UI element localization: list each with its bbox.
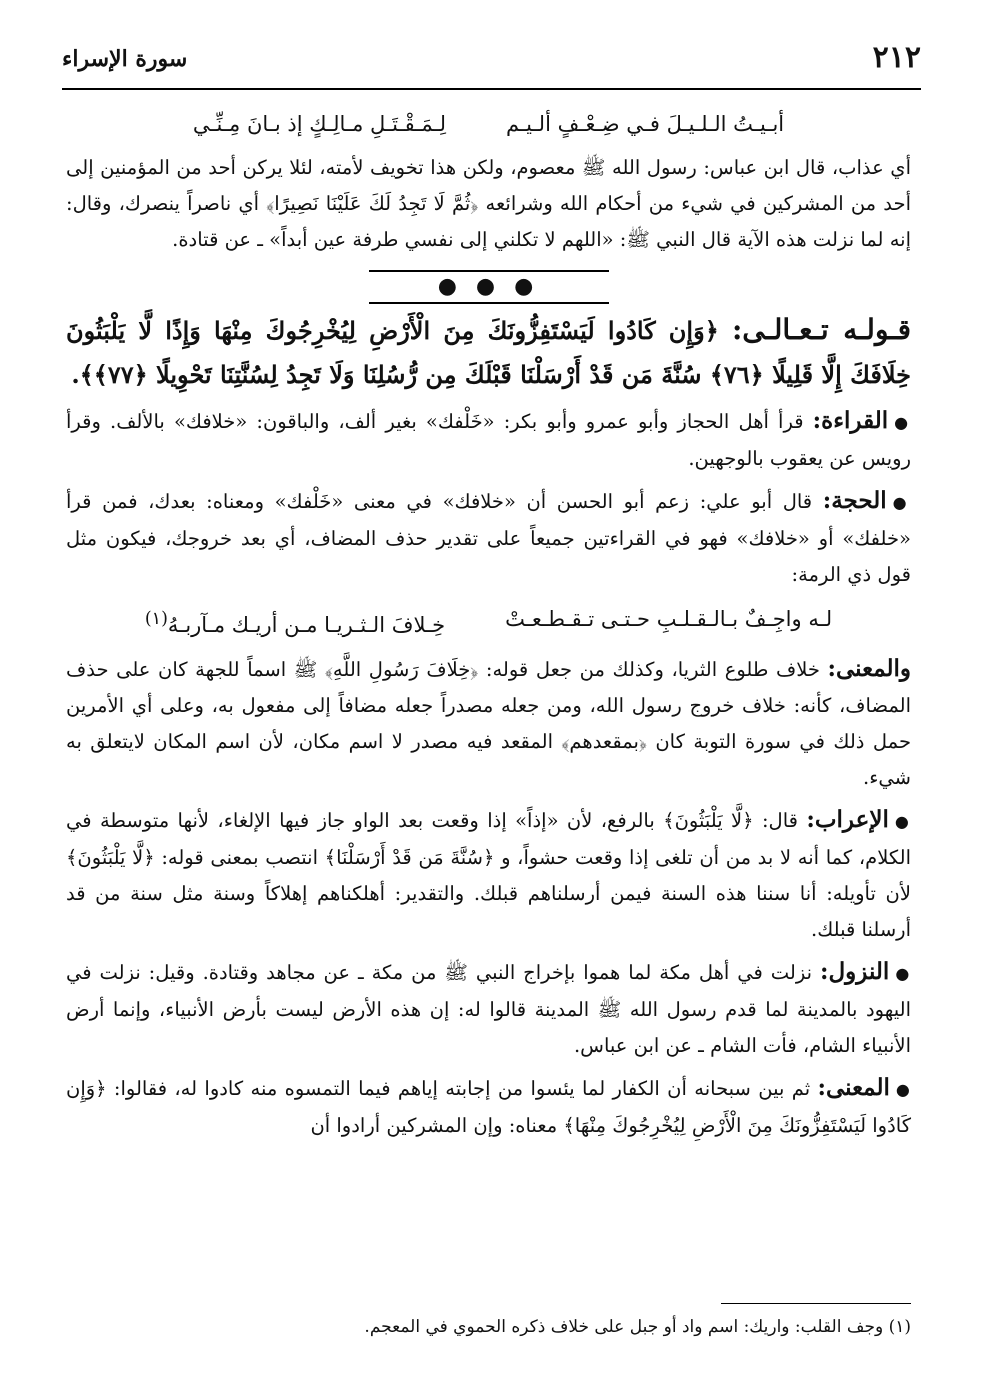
poem-verse-2 xyxy=(66,599,911,645)
footnote-text: وجف القلب: واريك: اسم واد أو جبل على خلاف ذكره الحموي في المعجم. xyxy=(364,1317,884,1337)
bullet-icon: ● xyxy=(894,413,912,432)
separator-bottom-line xyxy=(369,302,609,304)
page-number: ٢١٢ xyxy=(872,40,921,75)
footnote-number: (١) xyxy=(888,1317,911,1337)
section-label: الإعراب: xyxy=(806,806,889,833)
separator-dots: ● ● ● xyxy=(437,274,540,299)
ayah-text: ﴿وَإِن كَادُوا لَيَسْتَفِزُّونَكَ مِنَ الْأَرْضِ لِيُخْرِجُوكَ مِنْهَا وَإِذًا لَّا يَلْبَثُونَ خِلَافَكَ إِلَّا قَلِيلًا ﴿٧٦﴾ سُنَّةَ مَن قَدْ أَرْسَلْنَا قَبْلَكَ مِن رُّسُلِنَا وَلَا تَجِدُ لِسُنَّتِنَا تَحْوِيلًا ﴿٧٧﴾﴾. xyxy=(66,316,911,389)
poem-hemistich-right: لـه واجِـفٌ بـالـقـلـبِ حـتـى تـقـطـعـتْ xyxy=(505,607,833,631)
page-content xyxy=(66,104,911,1150)
section-separator xyxy=(369,270,609,304)
poem-hemistich-left: لِـمَـقْـتَـلِ مـالِـكٍ إذ بـانَ مِـنِّـي xyxy=(192,112,447,136)
footnote xyxy=(66,1312,911,1342)
section-text: قال أبو علي: زعم أبو الحسن أن «خلافك» في معنى «خَلْفك» ومعناه: بعدك، فمن قرأ «خلفك» أو «خلافك» فهو في القراءتين جميعاً على تقدير حذف المضاف، أي بعد خروجك، فيكون مثل قول ذي الرمة: xyxy=(66,490,911,586)
section-label: النزول: xyxy=(819,958,890,985)
surah-name: سورة الإسراء xyxy=(62,46,188,72)
poem-hemistich-right: أبـيـتُ الـلـيـلَ فـي ضِـعْـفٍ ألـيـم xyxy=(506,112,785,136)
section-label: المعنى: xyxy=(817,1074,890,1101)
section-maana-2 xyxy=(66,1070,911,1144)
bullet-icon: ● xyxy=(892,493,911,512)
section-nuzul xyxy=(66,954,911,1064)
section-maana-1 xyxy=(66,651,911,796)
section-label: الحجة: xyxy=(822,487,887,514)
section-text: نزلت في أهل مكة لما هموا بإخراج النبي ﷺ من مكة ـ عن مجاهد وقتادة. وقيل: نزلت في اليهود بالمدينة لما قدم رسول الله ﷺ المدينة قالوا له: إن هذه الأرض ليست بأرض الأنبياء، وإنما أرض الأنبياء الشام، فأت الشام ـ عن ابن عباس. xyxy=(66,961,911,1057)
header-divider xyxy=(62,88,921,90)
page-header xyxy=(62,40,921,80)
bullet-icon: ● xyxy=(895,1080,911,1099)
ayah-block xyxy=(66,308,911,397)
ayah-lead: قـولـه تـعـالـى: xyxy=(731,313,912,346)
section-text: قرأ أهل الحجاز وأبو عمرو وأبو بكر: «خَلْفك» بغير ألف، والباقون: «خلافك» بالألف. وقرأ رويس عن يعقوب بالوجهين. xyxy=(66,410,911,470)
section-label: القراءة: xyxy=(812,407,889,434)
footnote-marker: (١) xyxy=(144,609,168,629)
bullet-icon: ● xyxy=(895,964,911,983)
section-text: ثم بين سبحانه أن الكفار لما يئسوا من إجابته إياهم فيما التمسوه منه كادوا له، فقالوا: ﴿وَإِن كَادُوا لَيَسْتَفِزُّونَكَ مِنَ الْأَرْضِ لِيُخْرِجُوكَ مِنْهَا﴾ معناه: وإن المشركين أرادوا أن xyxy=(66,1077,911,1137)
section-hujjah xyxy=(66,483,911,593)
footnote-divider xyxy=(721,1303,911,1304)
section-qiraah xyxy=(66,403,911,477)
section-label: والمعنى: xyxy=(827,655,911,682)
section-text: قال: ﴿لَّا يَلْبَثُونَ﴾ بالرفع، لأن «إذاً» إذا وقعت بعد الواو جاز فيها الإلغاء، لأنها متوسطة في الكلام، كما أنه لا بد من أن تلغى إذا وقعت حشواً، و ﴿سُنَّةَ مَن قَدْ أَرْسَلْنَا﴾ انتصب بمعنى قوله: ﴿لَّا يَلْبَثُونَ﴾ لأن تأويله: أنا سننا هذه السنة فيمن أرسلناهم قبلك. والتقدير: أهلكناهم إهلاكاً وسنة مثل سنة من قد أرسلنا قبلك. xyxy=(66,809,911,941)
ayah-paragraph xyxy=(66,308,911,397)
poem-verse-1 xyxy=(66,104,911,144)
section-text: خلاف طلوع الثريا، وكذلك من جعل قوله: ﴿خِلَافَ رَسُولِ اللَّهِ﴾ ﷺ اسماً للجهة كان على حذف المضاف، كأنه: خلاف خروج رسول الله، ومن جعله مصدراً جعله مضافاً إلى مفعول به، وعلى أي الأمرين حمل ذلك في سورة التوبة كان ﴿بمقعدهم﴾ المقعد فيه مصدر لا اسم مكان، لأن اسم المكان لايتعلق به شيء. xyxy=(66,658,911,789)
poem-hemistich-left: خِـلافَ الـثـريـا مـن أريـك مـآربـهُ$^{(١)}$ xyxy=(144,609,446,637)
bullet-icon: ● xyxy=(894,812,911,831)
paragraph-intro: أي عذاب، قال ابن عباس: رسول الله ﷺ معصوم، ولكن هذا تخويف لأمته، لئلا يركن أحد من المؤمنين إلى أحد من المشركين في شيء من أحكام الله وشرائعه ﴿ثُمَّ لَا تَجِدُ لَكَ عَلَيْنَا نَصِيرًا﴾ أي ناصراً ينصرك، وقال: إنه لما نزلت هذه الآية قال النبي ﷺ: «اللهم لا تكلني إلى نفسي طرفة عين أبداً» ـ عن قتادة. xyxy=(66,156,911,251)
section-irab xyxy=(66,802,911,948)
